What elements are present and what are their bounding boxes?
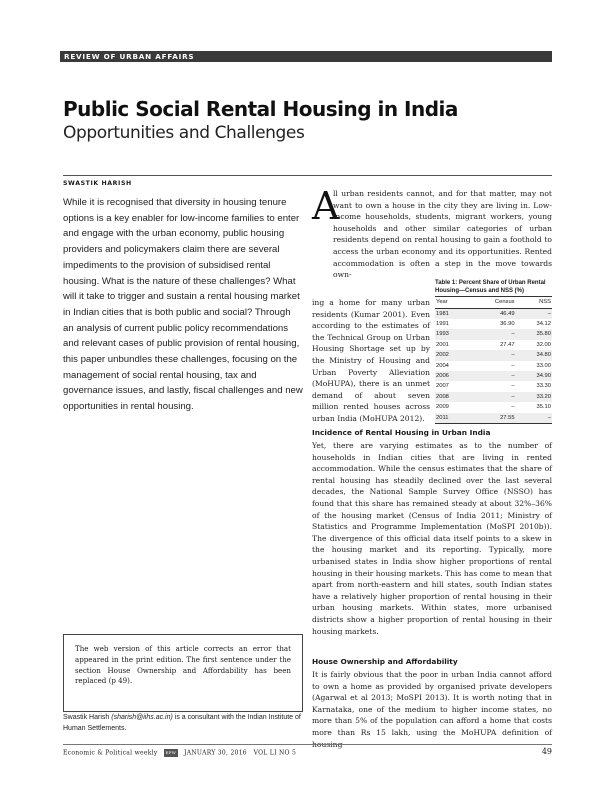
page-footer (63, 749, 552, 757)
table-row (435, 329, 552, 339)
article-subtitle: Opportunities and Challenges (63, 123, 305, 143)
table-cell: 33.20 (516, 392, 552, 402)
table-row (435, 392, 552, 402)
title-divider (63, 175, 552, 176)
table-cell: – (511, 362, 515, 369)
table-cell: – (516, 413, 552, 424)
table-cell: 2011 (435, 413, 468, 424)
table-cell: 46.49 (468, 308, 516, 319)
footer-journal: Economic & Political weekly (63, 749, 158, 757)
table-cell: 34.80 (516, 350, 552, 360)
footer-date: JANUARY 30, 2016 (184, 749, 247, 757)
table-row (435, 371, 552, 381)
author-note (63, 713, 303, 734)
author-note-name: Swastik Harish (63, 714, 110, 721)
epw-mark: EPW (165, 750, 177, 755)
table-cell: – (468, 371, 516, 381)
section-heading-ownership: House Ownership and Affordability (312, 657, 458, 666)
section-heading-incidence: Incidence of Rental Housing in Urban India (312, 428, 491, 437)
table-cell: 2006 (435, 371, 468, 381)
table-cell: 27.55 (468, 413, 516, 424)
table-row (435, 361, 552, 371)
table-cell: 35.80 (516, 329, 552, 339)
table-cell: 2001 (436, 341, 449, 348)
author-byline: SWASTIK HARISH (63, 180, 132, 187)
author-note-affiliation: is a consultant with the Indian Institute of Human Settlements. (63, 714, 301, 732)
table-cell: 36.90 (500, 321, 515, 327)
table-cell: 27.47 (500, 341, 515, 348)
article-title: Public Social Rental Housing in India (63, 97, 458, 121)
table-row (435, 381, 552, 391)
table-row (435, 308, 552, 319)
table-cell: 2009 (436, 404, 449, 411)
ownership-paragraph: It is fairly obvious that the poor in urban India cannot afford to own a home as provided by organised private developers (Agarwal et al 2013; MoSPI 2013). It is worth noting that in Karnataka, one of the medium to higher income states, no more than 5% of the population can afford a home that costs more than Rs 15 lakh, using the MoHUPA definition of housing (312, 670, 552, 749)
section-label: REVIEW OF URBAN AFFAIRS (64, 52, 195, 61)
page-number: 49 (541, 747, 552, 756)
author-note-email: (sharish@iihs.ac.in) (111, 714, 173, 721)
table-cell: 33.00 (536, 362, 551, 369)
intro-paragraph (312, 184, 552, 281)
table-grid (435, 296, 552, 424)
table-row (435, 402, 552, 412)
table-header-row (435, 297, 552, 308)
correction-note-box: The web version of this article corrects an error that appeared in the print edition. The first sentence under the section House Ownership and Affordability has been replaced (p 49). (63, 634, 303, 712)
drop-cap: A (312, 184, 340, 228)
table-cell: 35.10 (536, 404, 551, 411)
table-header-year: Year (435, 297, 468, 308)
table-cell: – (468, 392, 516, 402)
table-cell: 1993 (435, 329, 468, 339)
epw-logo-icon (164, 749, 178, 757)
table-cell: 1981 (435, 308, 468, 319)
footer-volume: VOL LI NO 5 (253, 749, 297, 757)
table-cell: 34.90 (516, 371, 552, 381)
table-header-nss: NSS (516, 297, 552, 308)
intro-paragraph-text: ll urban residents cannot, and for that matter, may not want to own a house in the city they are living in. Low-income households, students, migrant workers, young households and other similar categories of urban residents depend on rental housing to gain a foothold to access the urban economy and its opportunities. Rented accommodation is often a step in the move towards own- (333, 189, 552, 280)
table-cell: 32.00 (536, 341, 551, 348)
table-cell: 2004 (436, 362, 449, 369)
footer-divider (63, 744, 552, 745)
table-cell: – (511, 383, 515, 390)
table-cell: 2007 (436, 383, 449, 390)
rental-share-table (435, 280, 552, 424)
table-row (435, 350, 552, 360)
table-cell: 2008 (435, 392, 468, 402)
incidence-paragraph: Yet, there are varying estimates as to the number of households in Indian cities that are living in rented accommodation. While the census estimates that the share of rental housing has steadily declined over the last several decades, the National Sample Survey Office (NSSO) has found that this share has remained steady at about 32%–36% of the housing market (Census of India 2011; Ministry of Statistics and Programme Implementation (MoSPI 2010b)). The divergence of this official data itself points to a skew in the housing market and its reporting. Typically, more urbanised states in India show higher proportions of rental housing in their housing markets. This has come to mean that apart from north-eastern and hill states, south Indian states have a relatively higher proportion of rental housing in their urban housing markets. Within states, more urbanised districts show a higher proportion of rental housing in their housing markets. (312, 441, 552, 636)
table-cell: 1991 (436, 321, 449, 327)
table-cell: – (468, 350, 516, 360)
section-banner (60, 51, 552, 62)
table-title: Table 1: Percent Share of Urban Rental Housing—Census and NSS (%) (435, 280, 546, 294)
table-row (435, 413, 552, 424)
table-row (435, 319, 552, 329)
table-cell: – (468, 329, 516, 339)
table-header-census: Census (468, 297, 516, 308)
abstract: While it is recognised that diversity in housing tenure options is a key enabler for low-income families to enter and engage with the urban economy, public housing providers and policymakers claim there are several impediments to the provision of subsidised rental housing. What is the nature of these challenges? What will it take to trigger and sustain a rental housing market in Indian cities that is both public and social? Through an analysis of current public policy recommendations and relevant cases of public provision of rental housing, this paper unbundles these challenges, focusing on the management of social rental housing, tax and governance issues, and lastly, fiscal challenges and new opportunities in rental housing. (63, 197, 303, 413)
intro-paragraph-continued: ing a home for many urban residents (Kumar 2001). Even according to the estimates of the Technical Group on Urban Housing Shortage set up by the Ministry of Housing and Urban Poverty Alleviation (MoHUPA), there is an unmet demand of about seven million rented houses across urban India (MoHUPA 2012). (312, 298, 430, 423)
table-cell: – (511, 404, 515, 411)
table-cell: 34.12 (536, 321, 551, 327)
table-row (435, 340, 552, 350)
table-cell: – (516, 308, 552, 319)
table-cell: 2002 (435, 350, 468, 360)
table-cell: 33.30 (536, 383, 551, 390)
